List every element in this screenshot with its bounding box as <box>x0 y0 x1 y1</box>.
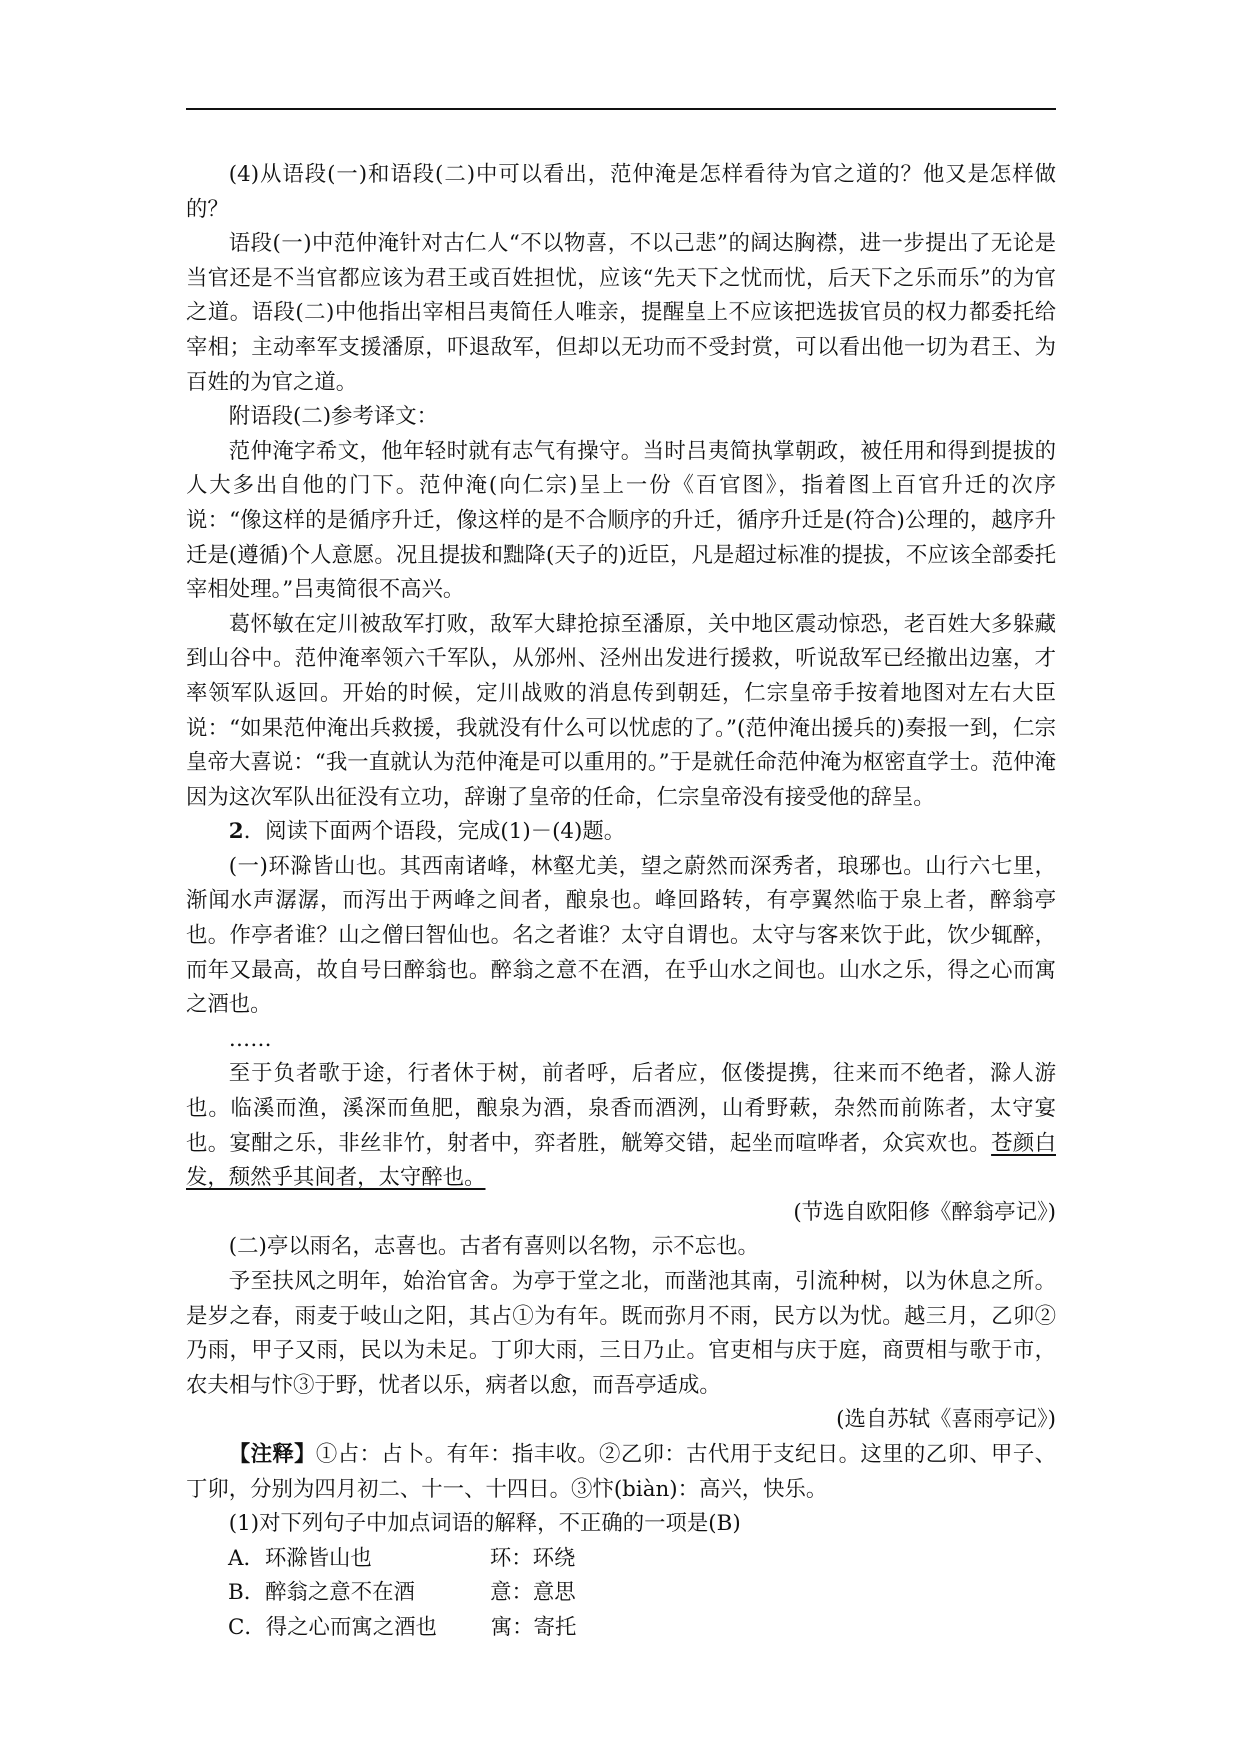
option-b <box>186 1576 1056 1611</box>
q4-answer: 语段(一)中范仲淹针对古仁人“不以物喜，不以己悲”的阔达胸襟，进一步提出了无论是当官还是不当官都应该为君王或百姓担忧，应该“先天下之忧而忧，后天下之乐而乐”的为官之道。语段(二)中他指出宰相吕夷简任人唯亲，提醒皇上不应该把选拔官员的权力都委托给宰相；主动率军支援潘原，吓退敌军，但却以无功而不受封赏，可以看出他一切为君王、为百姓的为官之道。 <box>186 231 1056 395</box>
question-2-number: 2 <box>228 819 244 845</box>
sub-question-1: (1)对下列句子中加点词语的解释，不正确的一项是(B) <box>228 1511 741 1537</box>
option-a-gloss: 环：环绕 <box>489 1545 576 1571</box>
passage-2-paragraph-1: (二)亭以雨名，志喜也。古者有喜则以名物，示不忘也。 <box>228 1234 759 1260</box>
passage-2-paragraph-2: 予至扶风之明年，始治官舍。为亭于堂之北，而凿池其南，引流种树，以为休息之所。是岁之春，雨麦于岐山之阳，其占①为有年。既而弥月不雨，民方以为忧。越三月，乙卯②乃雨，甲子又雨，民以为未足。丁卯大雨，三日乃止。官吏相与庆于庭，商贾相与歌于市，农夫相与忭③于野，忧者以乐，病者以愈，而吾亭适成。 <box>186 1269 1056 1398</box>
option-b-gloss: 意：意思 <box>490 1580 576 1606</box>
translation-paragraph-2: 葛怀敏在定川被敌军打败，敌军大肆抢掠至潘原，关中地区震动惊恐，老百姓大多躲藏到山谷中。范仲淹率领六千军队，从邠州、泾州出发进行援救，听说敌军已经撤出边塞，才率领军队返回。开始的时候，定川战败的消息传到朝廷，仁宗皇帝手按着地图对左右大臣说：“如果范仲淹出兵救援，我就没有什么可以忧虑的了。”(范仲淹出援兵的)奏报一到，仁宗皇帝大喜说：“我一直就认为范仲淹是可以重用的。”于是就任命范仲淹为枢密直学士。范仲淹因为这次军队出征没有立功，辞谢了皇帝的任命，仁宗皇帝没有接受他的辞呈。 <box>186 611 1056 810</box>
passage-1-underlined-sentence: 苍颜白发，颓然乎其间者，太守醉也。 <box>186 1130 1056 1191</box>
option-a-letter: A． <box>228 1545 265 1571</box>
notes <box>186 1438 1056 1507</box>
question-2-prompt <box>186 815 1056 850</box>
option-c-gloss: 寓：寄托 <box>490 1614 577 1640</box>
option-a <box>186 1542 1056 1577</box>
option-c <box>186 1611 1056 1646</box>
passage-1-paragraph-2-text: 至于负者歌于途，行者休于树，前者呼，后者应，伛偻提携，往来而不绝者，滁人游也。临溪而渔，溪深而鱼肥，酿泉为酒，泉香而酒洌，山肴野蔌，杂然而前陈者，太守宴也。宴酣之乐，非丝非竹，射者中，弈者胜，觥筹交错，起坐而喧哗者，众宾欢也。 <box>186 1061 1056 1156</box>
passage-2-source: (选自苏轼《喜雨亭记》) <box>836 1407 1056 1433</box>
option-b-letter: B． <box>228 1580 266 1606</box>
option-b-phrase: 醉翁之意不在酒 <box>265 1580 415 1606</box>
question-2-text: ．阅读下面两个语段，完成(1)－(4)题。 <box>243 819 626 845</box>
passage-1-paragraph-1: (一)环滁皆山也。其西南诸峰，林壑尤美，望之蔚然而深秀者，琅琊也。山行六七里，渐闻水声潺潺，而泻出于两峰之间者，酿泉也。峰回路转，有亭翼然临于泉上者，醉翁亭也。作亭者谁？山之僧曰智仙也。名之者谁？太守自谓也。太守与客来饮于此，饮少辄醉，而年又最高，故自号曰醉翁也。醉翁之意不在酒，在乎山水之间也。山水之乐，得之心而寓之酒也。 <box>186 853 1056 1018</box>
option-c-letter: C． <box>228 1614 266 1640</box>
notes-label: 【注释】 <box>228 1441 316 1467</box>
option-c-phrase: 得之心而寓之酒也 <box>265 1614 437 1640</box>
page-content <box>186 158 1056 1646</box>
passage-1-paragraph-2 <box>186 1057 1056 1195</box>
translation-heading: 附语段(二)参考译文： <box>228 404 439 430</box>
passage-1-source: (节选自欧阳修《醉翁亭记》) <box>793 1199 1056 1225</box>
notes-text: ①占：占卜。有年：指丰收。②乙卯：古代用于支纪日。这里的乙卯、甲子、丁卯，分别为四月初二、十一、十四日。③忭(biàn)：高兴，快乐。 <box>186 1441 1056 1502</box>
q4-question: (4)从语段(一)和语段(二)中可以看出，范仲淹是怎样看待为官之道的？他又是怎样做的？ <box>186 162 1056 222</box>
passage-1-ellipsis: …… <box>228 1026 272 1052</box>
option-a-phrase: 环滁皆山也 <box>264 1545 372 1571</box>
header-rule <box>186 108 1056 110</box>
translation-paragraph-1: 范仲淹字希文，他年轻时就有志气有操守。当时吕夷简执掌朝政，被任用和得到提拔的人大多出自他的门下。范仲淹(向仁宗)呈上一份《百官图》，指着图上百官升迁的次序说：“像这样的是循序升迁，像这样的是不合顺序的升迁，循序升迁是(符合)公理的，越序升迁是(遵循)个人意愿。况且提拔和黜降(天子的)近臣，凡是超过标准的提拔，不应该全部委托宰相处理。”吕夷简很不高兴。 <box>186 438 1056 603</box>
